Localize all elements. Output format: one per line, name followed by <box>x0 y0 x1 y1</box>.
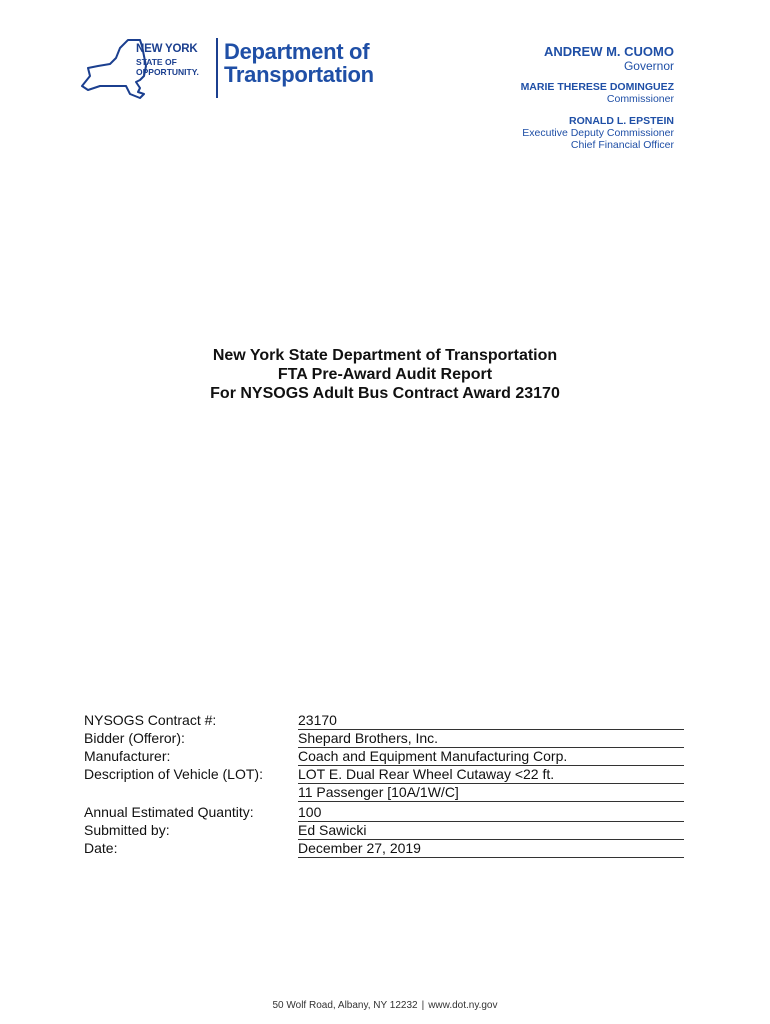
official-name: MARIE THERESE DOMINGUEZ <box>520 81 674 93</box>
quantity-label: Annual Estimated Quantity: <box>84 804 254 820</box>
bidder-value: Shepard Brothers, Inc. <box>298 730 684 748</box>
official-name: ANDREW M. CUOMO <box>544 44 674 59</box>
date-value: December 27, 2019 <box>298 840 684 858</box>
official-name: RONALD L. EPSTEIN <box>568 115 674 127</box>
date-row <box>84 840 684 858</box>
official-commissioner <box>521 81 674 105</box>
department-line1: Department of <box>224 39 370 64</box>
footer-separator: | <box>421 1000 425 1011</box>
vehicle-value-line2: 11 Passenger [10A/1W/C] <box>298 784 684 802</box>
nys-dot-logo <box>80 36 400 106</box>
official-title: Executive Deputy Commissioner <box>522 127 674 139</box>
title-line3: For NYSOGS Adult Bus Contract Award 23170 <box>210 385 560 402</box>
bidder-row <box>84 730 684 748</box>
footer-address: 50 Wolf Road, Albany, NY 12232 <box>272 1000 418 1011</box>
bidder-label: Bidder (Offeror): <box>84 730 185 746</box>
vehicle-label: Description of Vehicle (LOT): <box>84 766 263 782</box>
contract-value: 23170 <box>298 712 684 730</box>
footer-website: www.dot.ny.gov <box>428 1000 498 1011</box>
state-name: NEW YORK <box>136 43 198 55</box>
contract-row <box>84 712 684 730</box>
quantity-row <box>84 804 684 822</box>
official-deputy <box>521 115 674 151</box>
vehicle-row-2 <box>84 784 684 802</box>
manufacturer-row <box>84 748 684 766</box>
official-title: Commissioner <box>606 93 674 105</box>
submitted-label: Submitted by: <box>84 822 170 838</box>
department-line2: Transportation <box>224 62 374 88</box>
logo-divider <box>216 38 218 98</box>
officials-block <box>521 44 674 151</box>
official-title: Governor <box>623 59 674 73</box>
page-footer <box>0 1000 770 1011</box>
date-label: Date: <box>84 840 118 856</box>
vehicle-value-line1: LOT E. Dual Rear Wheel Cutaway <22 ft. <box>298 766 684 784</box>
tagline-line1: STATE OF <box>136 56 177 67</box>
manufacturer-label: Manufacturer: <box>84 748 171 764</box>
official-title: Chief Financial Officer <box>570 139 674 151</box>
quantity-value: 100 <box>298 804 684 822</box>
title-line2: FTA Pre-Award Audit Report <box>277 366 493 383</box>
new-york-wordmark <box>136 44 199 77</box>
vehicle-row <box>84 766 684 784</box>
submitted-row <box>84 822 684 840</box>
title-line1: New York State Department of Transportation <box>212 347 558 364</box>
tagline-line2: OPPORTUNITY. <box>136 67 199 77</box>
manufacturer-value: Coach and Equipment Manufacturing Corp. <box>298 748 684 766</box>
submitted-value: Ed Sawicki <box>298 822 684 840</box>
official-governor <box>521 44 674 73</box>
contract-label: NYSOGS Contract #: <box>84 712 217 728</box>
report-title <box>0 346 770 403</box>
department-name <box>224 40 374 86</box>
